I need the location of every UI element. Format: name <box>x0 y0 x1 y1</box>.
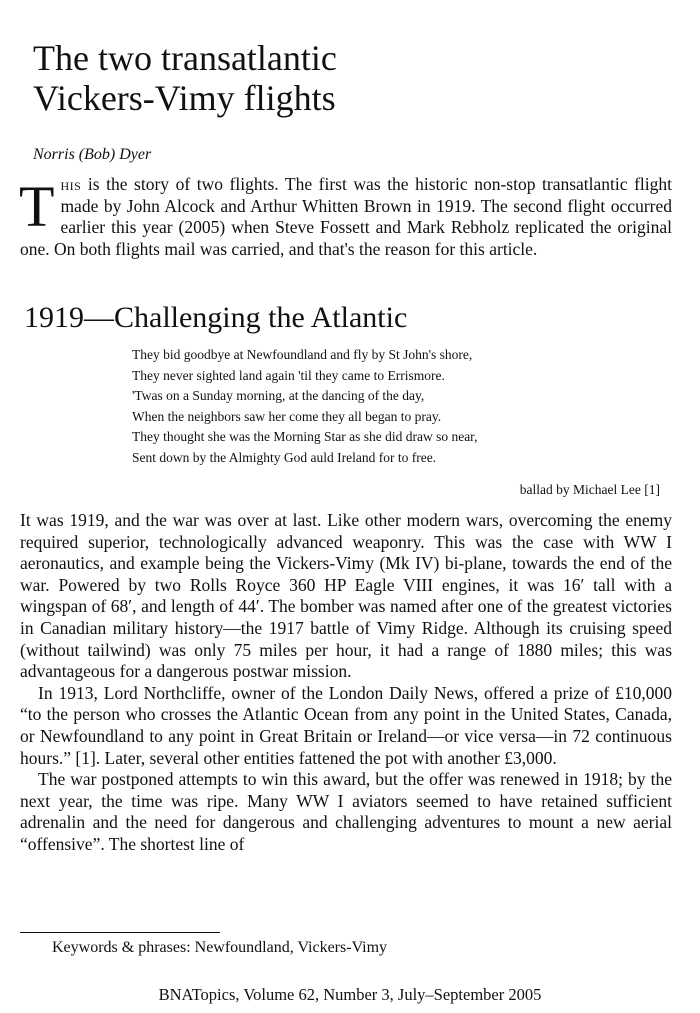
section-heading: 1919—Challenging the Atlantic <box>24 301 408 334</box>
body-paragraph: It was 1919, and the war was over at last. Like other modern wars, overcoming the enemy required superior, technologically advanced weaponry. This was the case with WW I aeronautics, and example being the Vickers-Vimy (Mk IV) bi-plane, towards the end of the war. Powered by two Rolls Royce 360 HP Eagle VIII engines, it was 16′ tall with a wingspan of 68′, and length of 44′. The bomber was named after one of the greatest victories in Canadian military history—the 1917 battle of Vimy Ridge. Although its cruising speed (without tailwind) was only 75 miles per hour, it had a range of 1880 miles; this was advantageous for a dangerous postwar mission. <box>20 510 672 682</box>
page-footer: BNATopics, Volume 62, Number 3, July–September 2005 <box>158 985 542 1004</box>
author-byline: Norris (Bob) Dyer <box>33 146 152 163</box>
poem-line: When the neighbors saw her come they all began to pray. <box>132 408 442 424</box>
footnote-divider <box>20 932 220 933</box>
poem-line: They bid goodbye at Newfoundland and fly by St John's shore, <box>132 347 473 362</box>
body-paragraph: In 1913, Lord Northcliffe, owner of the London Daily News, offered a prize of £10,000 “to the person who crosses the Atlantic Ocean from any point in the United States, Canada, or Newfoundland to any point in Great Britain or Ireland—or vice versa—in 72 continuous hours.” [1]. Later, several other entities fattened the pot with another £3,000. <box>20 682 672 768</box>
title-line-2: Vickers-Vimy flights <box>33 78 336 118</box>
ballad-epigraph <box>132 345 672 469</box>
title-line-1: The two transatlantic <box>33 38 337 78</box>
body-paragraph: The war postponed attempts to win this award, but the offer was renewed in 1918; by the next year, the time was ripe. Many WW I aviators seemed to have retained sufficient adrenalin and the need for dangerous and challenging adventures to mount a new aerial “offensive”. The shortest line of <box>20 769 672 854</box>
keywords-footnote: Keywords & phrases: Newfoundland, Vickers-Vimy <box>52 939 388 956</box>
ballad-attribution: ballad by Michael Lee [1] <box>519 482 660 497</box>
poem-line: 'Twas on a Sunday morning, at the dancing of the day, <box>132 388 425 404</box>
poem-line: They thought she was the Morning Star as she did draw so near, <box>132 429 478 445</box>
article-body <box>20 510 672 856</box>
poem-line: Sent down by the Almighty God auld Ireland for to free. <box>132 449 437 465</box>
intro-text: is the story of two flights. The first was the historic non-stop transatlantic flight made by John Alcock and Arthur Whitten Brown in 1919. The second flight occurred earlier this year (2005) when Steve Fossett and Mark Rebholz replicated the original one. On both flights mail was carried, and that's the reason for this article. <box>20 174 672 259</box>
intro-paragraph <box>20 174 672 260</box>
intro-small-caps: his <box>60 174 82 194</box>
drop-cap: T <box>19 174 55 239</box>
poem-line: They never sighted land again 'til they came to Errismore. <box>132 367 445 383</box>
article-title <box>33 38 673 118</box>
